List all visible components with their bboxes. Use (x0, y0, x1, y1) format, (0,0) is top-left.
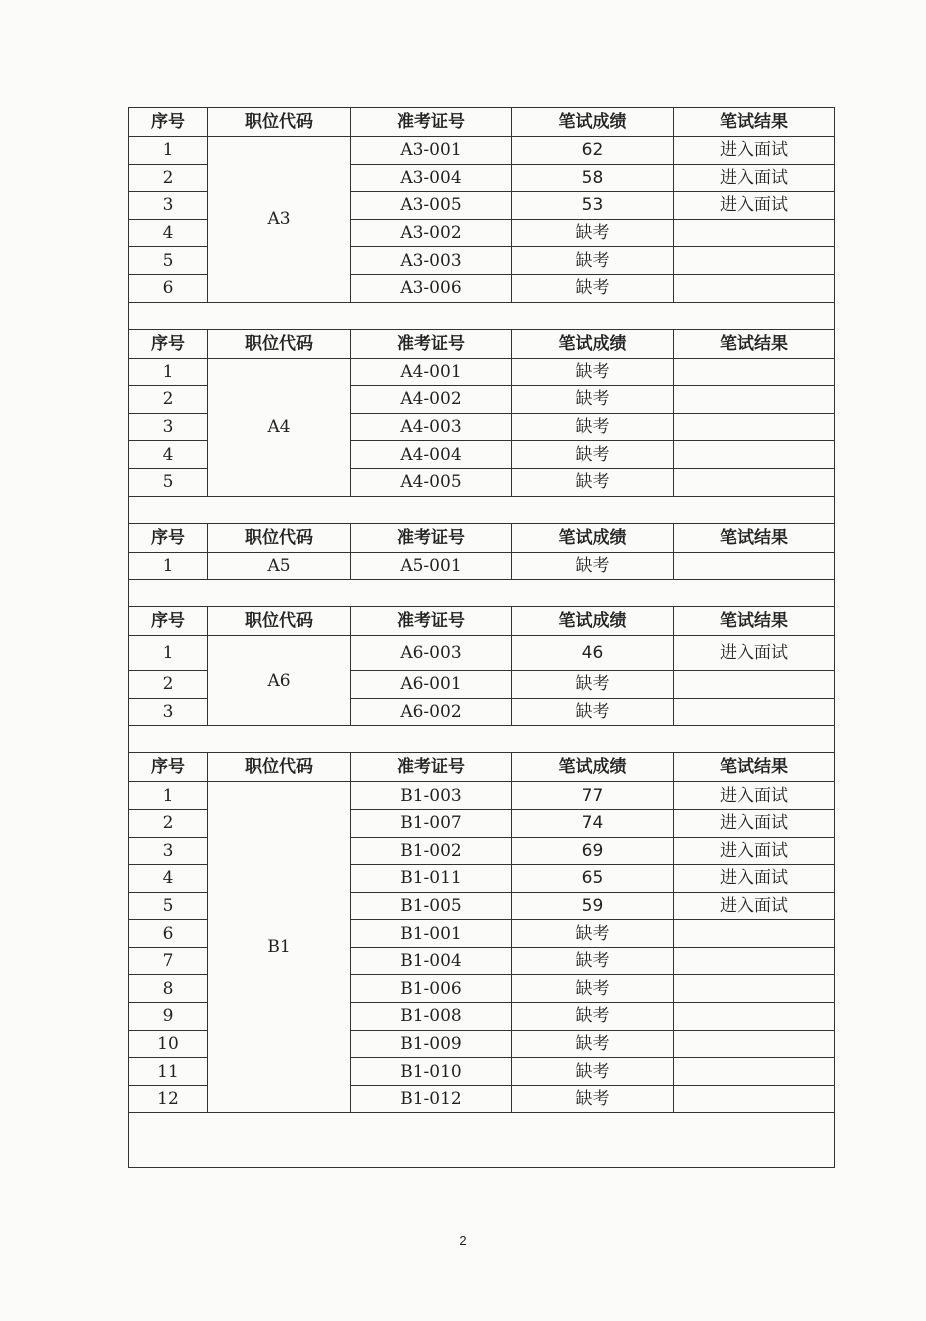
score-cell: 缺考 (512, 671, 674, 699)
header-row (129, 329, 835, 358)
seq-cell: 9 (129, 1003, 208, 1031)
header-cell-position-code: 职位代码 (208, 108, 351, 137)
seq-cell: 5 (129, 892, 208, 920)
ticket-cell: A3-005 (351, 192, 512, 220)
header-cell-score: 笔试成绩 (512, 753, 674, 782)
group-separator-row (129, 302, 835, 329)
position-code-cell: A3 (208, 137, 351, 303)
results-table-body (129, 108, 835, 1168)
seq-cell: 10 (129, 1030, 208, 1058)
score-cell: 缺考 (512, 1058, 674, 1086)
header-cell-ticket-no: 准考证号 (351, 329, 512, 358)
result-cell (674, 671, 835, 699)
ticket-cell: A6-002 (351, 698, 512, 726)
ticket-cell: A3-001 (351, 137, 512, 165)
header-cell-ticket-no: 准考证号 (351, 753, 512, 782)
result-cell (674, 698, 835, 726)
score-cell: 缺考 (512, 247, 674, 275)
ticket-cell: B1-010 (351, 1058, 512, 1086)
header-row (129, 607, 835, 636)
ticket-cell: B1-011 (351, 865, 512, 893)
header-cell-seq: 序号 (129, 523, 208, 552)
header-cell-result: 笔试结果 (674, 108, 835, 137)
header-cell-position-code: 职位代码 (208, 523, 351, 552)
result-cell (674, 274, 835, 302)
header-cell-score: 笔试成绩 (512, 329, 674, 358)
ticket-cell: A3-004 (351, 164, 512, 192)
ticket-cell: A3-002 (351, 219, 512, 247)
header-cell-result: 笔试结果 (674, 753, 835, 782)
ticket-cell: B1-012 (351, 1085, 512, 1113)
seq-cell: 8 (129, 975, 208, 1003)
seq-cell: 12 (129, 1085, 208, 1113)
score-cell: 缺考 (512, 1085, 674, 1113)
ticket-cell: A3-006 (351, 274, 512, 302)
seq-cell: 2 (129, 386, 208, 414)
seq-cell: 3 (129, 837, 208, 865)
seq-cell: 11 (129, 1058, 208, 1086)
table-row (129, 137, 835, 165)
seq-cell: 3 (129, 698, 208, 726)
score-cell: 缺考 (512, 468, 674, 496)
result-cell: 进入面试 (674, 809, 835, 837)
score-cell: 69 (512, 837, 674, 865)
header-cell-score: 笔试成绩 (512, 607, 674, 636)
table-row (129, 358, 835, 386)
seq-cell: 3 (129, 413, 208, 441)
seq-cell: 2 (129, 809, 208, 837)
ticket-cell: A6-001 (351, 671, 512, 699)
seq-cell: 4 (129, 219, 208, 247)
header-row (129, 108, 835, 137)
separator-cell (129, 726, 835, 753)
result-cell (674, 247, 835, 275)
header-cell-seq: 序号 (129, 607, 208, 636)
ticket-cell: B1-004 (351, 947, 512, 975)
header-cell-seq: 序号 (129, 108, 208, 137)
group-separator-row (129, 496, 835, 523)
score-cell: 缺考 (512, 413, 674, 441)
score-cell: 62 (512, 137, 674, 165)
ticket-cell: A4-005 (351, 468, 512, 496)
seq-cell: 6 (129, 274, 208, 302)
result-cell: 进入面试 (674, 636, 835, 671)
seq-cell: 6 (129, 920, 208, 948)
score-cell: 缺考 (512, 274, 674, 302)
score-cell: 59 (512, 892, 674, 920)
page-number: 2 (459, 1233, 467, 1248)
result-cell (674, 441, 835, 469)
seq-cell: 1 (129, 358, 208, 386)
score-cell: 缺考 (512, 386, 674, 414)
header-cell-seq: 序号 (129, 753, 208, 782)
seq-cell: 4 (129, 865, 208, 893)
ticket-cell: A4-002 (351, 386, 512, 414)
ticket-cell: A3-003 (351, 247, 512, 275)
header-cell-score: 笔试成绩 (512, 108, 674, 137)
ticket-cell: B1-002 (351, 837, 512, 865)
empty-cell (129, 1113, 835, 1168)
seq-cell: 7 (129, 947, 208, 975)
result-cell (674, 920, 835, 948)
seq-cell: 1 (129, 137, 208, 165)
header-cell-result: 笔试结果 (674, 523, 835, 552)
score-cell: 缺考 (512, 358, 674, 386)
ticket-cell: B1-008 (351, 1003, 512, 1031)
ticket-cell: B1-001 (351, 920, 512, 948)
seq-cell: 5 (129, 247, 208, 275)
results-table (128, 107, 835, 1168)
table-row (129, 636, 835, 671)
score-cell: 缺考 (512, 441, 674, 469)
header-cell-position-code: 职位代码 (208, 753, 351, 782)
result-cell: 进入面试 (674, 892, 835, 920)
table-row (129, 782, 835, 810)
score-cell: 65 (512, 865, 674, 893)
score-cell: 缺考 (512, 698, 674, 726)
score-cell: 缺考 (512, 920, 674, 948)
header-row (129, 523, 835, 552)
position-code-cell: A4 (208, 358, 351, 496)
seq-cell: 2 (129, 164, 208, 192)
score-cell: 77 (512, 782, 674, 810)
score-cell: 缺考 (512, 947, 674, 975)
score-cell: 53 (512, 192, 674, 220)
separator-cell (129, 580, 835, 607)
result-cell (674, 1058, 835, 1086)
result-cell (674, 975, 835, 1003)
seq-cell: 1 (129, 552, 208, 580)
ticket-cell: A5-001 (351, 552, 512, 580)
score-cell: 缺考 (512, 1003, 674, 1031)
seq-cell: 4 (129, 441, 208, 469)
score-cell: 74 (512, 809, 674, 837)
header-row (129, 753, 835, 782)
header-cell-score: 笔试成绩 (512, 523, 674, 552)
header-cell-seq: 序号 (129, 329, 208, 358)
header-cell-position-code: 职位代码 (208, 329, 351, 358)
ticket-cell: B1-007 (351, 809, 512, 837)
header-cell-result: 笔试结果 (674, 607, 835, 636)
result-cell (674, 552, 835, 580)
ticket-cell: A6-003 (351, 636, 512, 671)
header-cell-ticket-no: 准考证号 (351, 108, 512, 137)
document-page (128, 107, 834, 1168)
header-cell-ticket-no: 准考证号 (351, 523, 512, 552)
result-cell (674, 947, 835, 975)
seq-cell: 3 (129, 192, 208, 220)
result-cell (674, 1030, 835, 1058)
ticket-cell: A4-003 (351, 413, 512, 441)
group-separator-row (129, 580, 835, 607)
header-cell-ticket-no: 准考证号 (351, 607, 512, 636)
position-code-cell: B1 (208, 782, 351, 1113)
result-cell: 进入面试 (674, 782, 835, 810)
separator-cell (129, 302, 835, 329)
result-cell: 进入面试 (674, 837, 835, 865)
position-code-cell: A6 (208, 636, 351, 726)
result-cell (674, 413, 835, 441)
header-cell-position-code: 职位代码 (208, 607, 351, 636)
ticket-cell: B1-006 (351, 975, 512, 1003)
result-cell (674, 386, 835, 414)
separator-cell (129, 496, 835, 523)
ticket-cell: B1-009 (351, 1030, 512, 1058)
group-separator-row (129, 726, 835, 753)
seq-cell: 1 (129, 782, 208, 810)
score-cell: 58 (512, 164, 674, 192)
score-cell: 缺考 (512, 552, 674, 580)
ticket-cell: A4-001 (351, 358, 512, 386)
result-cell (674, 1003, 835, 1031)
score-cell: 缺考 (512, 975, 674, 1003)
result-cell (674, 219, 835, 247)
table-row (129, 552, 835, 580)
score-cell: 46 (512, 636, 674, 671)
ticket-cell: B1-005 (351, 892, 512, 920)
result-cell (674, 1085, 835, 1113)
header-cell-result: 笔试结果 (674, 329, 835, 358)
position-code-cell: A5 (208, 552, 351, 580)
seq-cell: 2 (129, 671, 208, 699)
score-cell: 缺考 (512, 219, 674, 247)
seq-cell: 5 (129, 468, 208, 496)
result-cell: 进入面试 (674, 865, 835, 893)
ticket-cell: B1-003 (351, 782, 512, 810)
trailing-empty-row (129, 1113, 835, 1168)
seq-cell: 1 (129, 636, 208, 671)
result-cell (674, 468, 835, 496)
result-cell: 进入面试 (674, 192, 835, 220)
score-cell: 缺考 (512, 1030, 674, 1058)
result-cell: 进入面试 (674, 164, 835, 192)
ticket-cell: A4-004 (351, 441, 512, 469)
result-cell: 进入面试 (674, 137, 835, 165)
result-cell (674, 358, 835, 386)
